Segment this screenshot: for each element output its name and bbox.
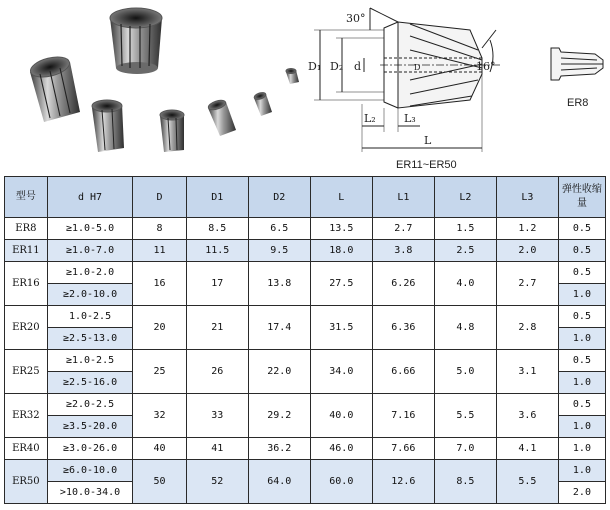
cell-L: 31.5 xyxy=(310,306,372,350)
cell-D2: 17.4 xyxy=(248,306,310,350)
cell-D: 11 xyxy=(133,240,186,262)
cell-L3: 3.1 xyxy=(496,350,558,394)
dim-L2-label: L₂ xyxy=(364,112,376,125)
cell-shrink: 0.5 xyxy=(558,350,605,372)
cell-D: 8 xyxy=(133,218,186,240)
table-row xyxy=(5,262,606,284)
cell-L2: 4.0 xyxy=(434,262,496,306)
cell-D2: 36.2 xyxy=(248,438,310,460)
header-model: 型号 xyxy=(5,177,48,218)
table-row xyxy=(5,240,606,262)
cell-L: 13.5 xyxy=(310,218,372,240)
collet-large-2 xyxy=(28,53,80,122)
header-D1: D1 xyxy=(186,177,248,218)
cell-L: 27.5 xyxy=(310,262,372,306)
cell-D: 20 xyxy=(133,306,186,350)
cell-D1: 11.5 xyxy=(186,240,248,262)
cell-L3: 1.2 xyxy=(496,218,558,240)
cell-d: 1.0-2.5 xyxy=(47,306,133,328)
cell-D: 16 xyxy=(133,262,186,306)
cell-L1: 2.7 xyxy=(372,218,434,240)
collet-medium-1 xyxy=(92,100,124,152)
collet-large-1 xyxy=(110,8,162,74)
cell-shrink: 0.5 xyxy=(558,218,605,240)
cell-shrink: 1.0 xyxy=(558,416,605,438)
collet-spec-table xyxy=(4,176,606,504)
cell-L1: 6.66 xyxy=(372,350,434,394)
cell-shrink: 0.5 xyxy=(558,262,605,284)
cell-L: 18.0 xyxy=(310,240,372,262)
cell-L1: 7.16 xyxy=(372,394,434,438)
cell-L3: 2.0 xyxy=(496,240,558,262)
cell-shrink: 2.0 xyxy=(558,482,605,504)
cell-model: ER25 xyxy=(5,350,48,394)
cell-d: ≥2.5-16.0 xyxy=(47,372,133,394)
cell-model: ER20 xyxy=(5,306,48,350)
collet-small-1 xyxy=(207,98,236,136)
cell-shrink: 0.5 xyxy=(558,240,605,262)
cell-L2: 1.5 xyxy=(434,218,496,240)
header-L1: L1 xyxy=(372,177,434,218)
cell-D2: 22.0 xyxy=(248,350,310,394)
cell-D2: 6.5 xyxy=(248,218,310,240)
cell-D: 40 xyxy=(133,438,186,460)
cell-model: ER50 xyxy=(5,460,48,504)
table-header-row xyxy=(5,177,606,218)
cell-model: ER32 xyxy=(5,394,48,438)
cell-D1: 33 xyxy=(186,394,248,438)
dim-d-label: d xyxy=(354,60,362,73)
cell-L3: 5.5 xyxy=(496,460,558,504)
cell-model: ER16 xyxy=(5,262,48,306)
dim-L3-label: L₃ xyxy=(404,112,416,125)
header-shrink: 弹性收缩量 xyxy=(558,177,605,218)
cell-L: 60.0 xyxy=(310,460,372,504)
cell-L2: 5.0 xyxy=(434,350,496,394)
cell-L3: 2.7 xyxy=(496,262,558,306)
cell-d: ≥3.5-20.0 xyxy=(47,416,133,438)
collet-technical-drawing xyxy=(300,0,510,176)
cell-D1: 52 xyxy=(186,460,248,504)
header-L3: L3 xyxy=(496,177,558,218)
cell-L3: 3.6 xyxy=(496,394,558,438)
table-row xyxy=(5,350,606,372)
cell-D: 32 xyxy=(133,394,186,438)
header-L2: L2 xyxy=(434,177,496,218)
header-L: L xyxy=(310,177,372,218)
cell-L2: 4.8 xyxy=(434,306,496,350)
cell-L2: 7.0 xyxy=(434,438,496,460)
cell-L1: 12.6 xyxy=(372,460,434,504)
angle-30-label: 30° xyxy=(346,12,366,25)
cell-D2: 64.0 xyxy=(248,460,310,504)
cell-d: ≥3.0-26.0 xyxy=(47,438,133,460)
dim-D2-label: D₂ xyxy=(330,60,344,73)
cell-L3: 4.1 xyxy=(496,438,558,460)
cell-L2: 2.5 xyxy=(434,240,496,262)
collet-medium-2 xyxy=(160,110,184,152)
cell-D1: 21 xyxy=(186,306,248,350)
angle-16-label: 16° xyxy=(476,60,496,73)
dim-D1-label: D₁ xyxy=(308,60,322,73)
drawing-caption: ER11~ER50 xyxy=(396,159,457,171)
table-row xyxy=(5,460,606,482)
cell-L1: 6.36 xyxy=(372,306,434,350)
cell-D2: 9.5 xyxy=(248,240,310,262)
collet-small-2 xyxy=(253,91,272,116)
cell-L3: 2.8 xyxy=(496,306,558,350)
cell-D1: 26 xyxy=(186,350,248,394)
table-row xyxy=(5,394,606,416)
cell-d: ≥1.0-5.0 xyxy=(47,218,133,240)
header-D: D xyxy=(133,177,186,218)
cell-d: ≥6.0-10.0 xyxy=(47,460,133,482)
cell-D: 25 xyxy=(133,350,186,394)
cell-shrink: 1.0 xyxy=(558,328,605,350)
cell-L2: 8.5 xyxy=(434,460,496,504)
cell-model: ER8 xyxy=(5,218,48,240)
cell-L: 46.0 xyxy=(310,438,372,460)
er8-caption: ER8 xyxy=(567,97,589,109)
dim-D-label: D xyxy=(414,63,421,72)
dim-L-label: L xyxy=(424,134,432,147)
cell-L1: 7.66 xyxy=(372,438,434,460)
collets-photo xyxy=(0,0,310,170)
cell-shrink: 1.0 xyxy=(558,284,605,306)
cell-model: ER11 xyxy=(5,240,48,262)
cell-d: ≥1.0-2.5 xyxy=(47,350,133,372)
header-D2: D2 xyxy=(248,177,310,218)
er8-drawing xyxy=(545,40,607,120)
header-d: d H7 xyxy=(47,177,133,218)
table-row xyxy=(5,438,606,460)
cell-shrink: 0.5 xyxy=(558,306,605,328)
cell-shrink: 1.0 xyxy=(558,438,605,460)
cell-D1: 17 xyxy=(186,262,248,306)
cell-D2: 13.8 xyxy=(248,262,310,306)
cell-d: ≥1.0-2.0 xyxy=(47,262,133,284)
cell-shrink: 0.5 xyxy=(558,394,605,416)
cell-d: >10.0-34.0 xyxy=(47,482,133,504)
cell-L2: 5.5 xyxy=(434,394,496,438)
cell-L: 40.0 xyxy=(310,394,372,438)
cell-d: ≥2.5-13.0 xyxy=(47,328,133,350)
cell-D2: 29.2 xyxy=(248,394,310,438)
table-row xyxy=(5,306,606,328)
cell-D: 50 xyxy=(133,460,186,504)
cell-d: ≥2.0-2.5 xyxy=(47,394,133,416)
collet-tiny xyxy=(286,69,299,85)
cell-d: ≥1.0-7.0 xyxy=(47,240,133,262)
cell-L1: 6.26 xyxy=(372,262,434,306)
cell-D1: 8.5 xyxy=(186,218,248,240)
cell-shrink: 1.0 xyxy=(558,460,605,482)
table-row xyxy=(5,218,606,240)
cell-d: ≥2.0-10.0 xyxy=(47,284,133,306)
cell-model: ER40 xyxy=(5,438,48,460)
cell-L: 34.0 xyxy=(310,350,372,394)
cell-L1: 3.8 xyxy=(372,240,434,262)
cell-D1: 41 xyxy=(186,438,248,460)
cell-shrink: 1.0 xyxy=(558,372,605,394)
illustration-area xyxy=(0,0,610,176)
